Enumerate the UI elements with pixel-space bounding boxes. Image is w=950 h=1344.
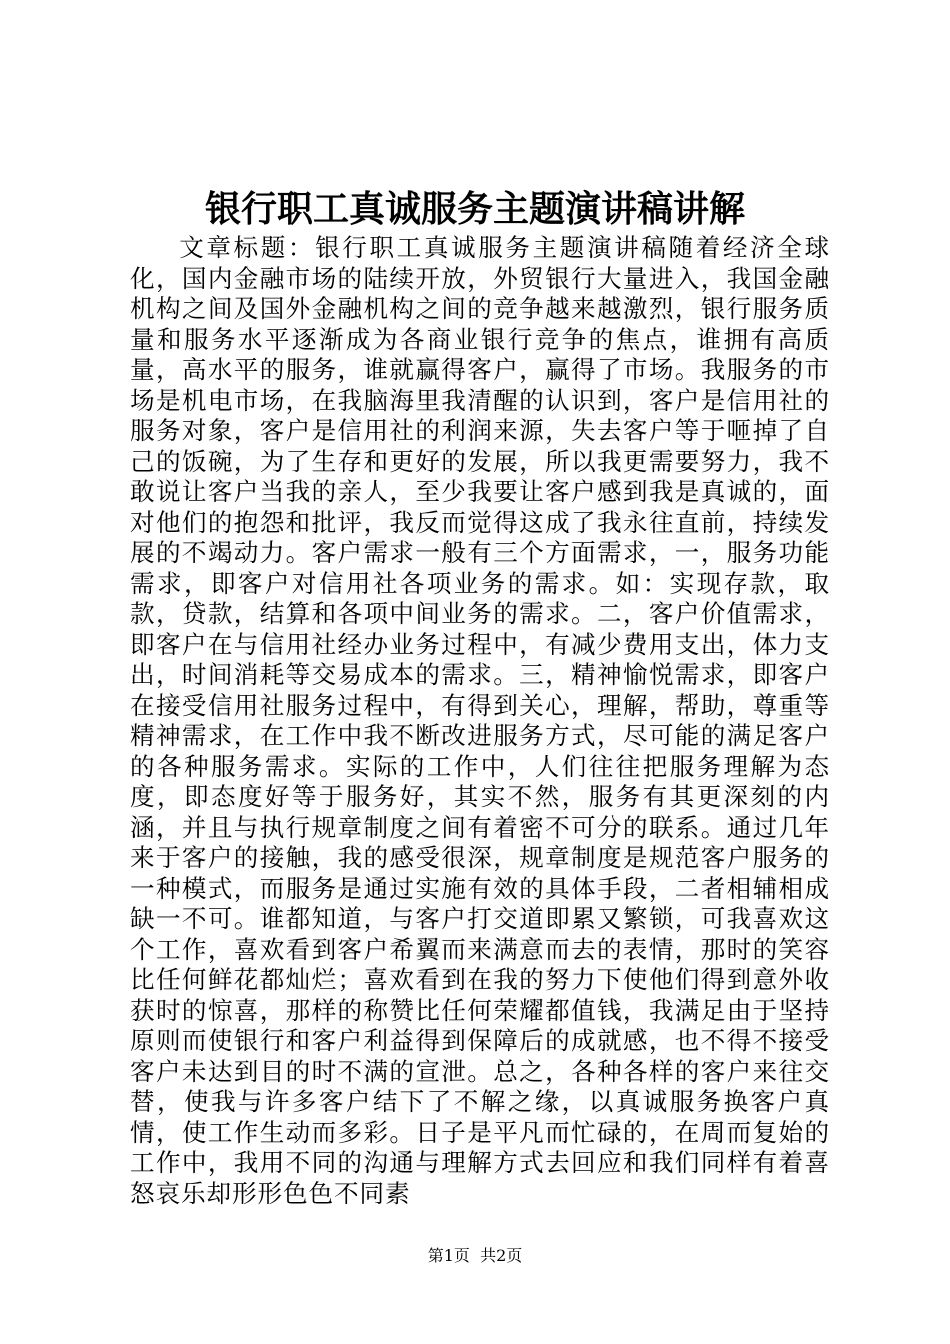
document-title: 银行职工真诚服务主题演讲稿讲解	[204, 188, 745, 230]
page-number: 第1页	[427, 1246, 470, 1265]
page-total: 共2页	[480, 1246, 523, 1265]
document-body-paragraph: 文章标题：银行职工真诚服务主题演讲稿随着经济全球化，国内金融市场的陆续开放，外贸银行大量进入，我国金融机构之间及国外金融机构之间的竞争越来越激烈，银行服务质量和服务水平逐渐成为各商业银行竞争的焦点，谁拥有高质量，高水平的服务，谁就赢得客户，赢得了市场。我服务的市场是机电市场，在我脑海里我清醒的认识到，客户是信用社的服务对象，客户是信用社的利润来源，失去客户等于咂掉了自己的饭碗，为了生存和更好的发展，所以我更需要努力，我不敢说让客户当我的亲人，至少我要让客户感到我是真诚的，面对他们的抱怨和批评，我反而觉得这成了我永往直前，持续发展的不竭动力。客户需求一般有三个方面需求，一，服务功能需求，即客户对信用社各项业务的需求。如：实现存款，取款，贷款，结算和各项中间业务的需求。二，客户价值需求，即客户在与信用社经办业务过程中，有减少费用支出，体力支出，时间消耗等交易成本的需求。三，精神愉悦需求，即客户在接受信用社服务过程中，有得到关心，理解，帮助，尊重等精神需求，在工作中我不断改进服务方式，尽可能的满足客户的各种服务需求。实际的工作中，人们往往把服务理解为态度，即态度好等于服务好，其实不然，服务有其更深刻的内涵，并且与执行规章制度之间有着密不可分的联系。通过几年来于客户的接触，我的感受很深，规章制度是规范客户服务的一种模式，而服务是通过实施有效的具体手段，二者相辅相成缺一不可。谁都知道，与客户打交道即累又繁锁，可我喜欢这个工作，喜欢看到客户希翼而来满意而去的表情，那时的笑容比任何鲜花都灿烂；喜欢看到在我的努力下使他们得到意外收获时的惊喜，那样的称赞比任何荣耀都值钱，我满足由于坚持原则而使银行和客户利益得到保障后的成就感，也不得不接受客户未达到目的时不满的宣泄。总之，各种各样的客户来往交替，使我与许多客户结下了不解之缘，以真诚服务换客户真情，使工作生动而多彩。日子是平凡而忙碌的，在周而复始的工作中，我用不同的沟通与理解方式去回应和我们同样有着喜怒哀乐却形形色色不同素	[130, 233, 830, 1208]
footer-separator	[470, 1246, 480, 1265]
page-footer	[0, 1245, 950, 1267]
